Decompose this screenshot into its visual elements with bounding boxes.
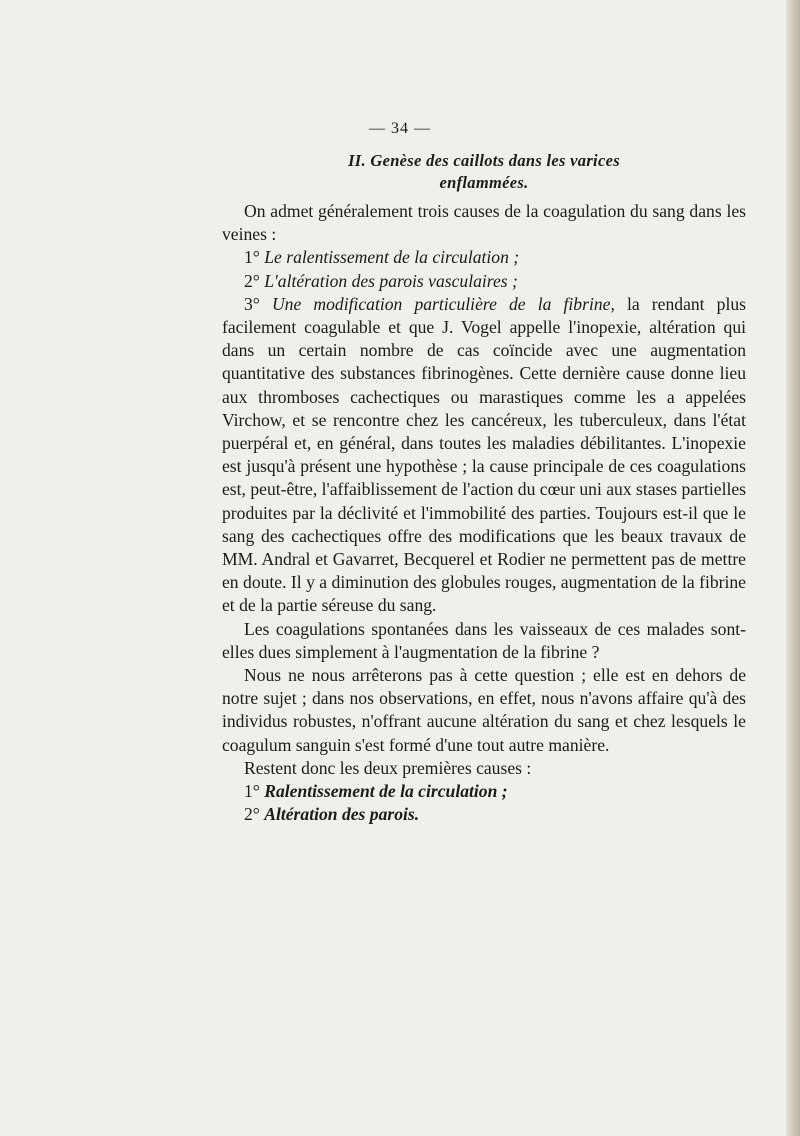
section-heading xyxy=(222,150,746,194)
heading-line-1: II. Genèse des caillots dans les varices xyxy=(348,151,620,170)
remaining-cause-2 xyxy=(222,803,746,826)
cause-2-text: L'altération des parois vasculaires ; xyxy=(264,270,518,291)
paragraph-observations: Nous ne nous arrêterons pas à cette question ; elle est en dehors de notre sujet ; dans nos observations, en effet, nous n'avons affaire qu'à des individus robustes, n'offrant aucune altération du sang et chez lesquels le coagulum sanguin s'est formé d'une tout autre manière. xyxy=(222,665,746,755)
page-edge-shadow xyxy=(786,0,800,1136)
cause-3-italic-text: Une modification particulière de la fibrine, xyxy=(271,293,615,314)
cause-2 xyxy=(222,270,746,293)
remaining-cause-2-number: 2° xyxy=(244,804,265,825)
paragraph-remaining-causes: Restent donc les deux premières causes : xyxy=(244,757,532,778)
paragraph-coagulations: Les coagulations spontanées dans les vaisseaux de ces malades sont-elles dues simplement à l'augmentation de la fibrine ? xyxy=(222,618,746,662)
heading-line-2: enflammées. xyxy=(439,173,529,192)
remaining-cause-1-text: Ralentissement de la circulation ; xyxy=(264,781,508,802)
cause-1-number: 1° xyxy=(244,247,265,268)
cause-3-number: 3° xyxy=(244,293,272,314)
page-number: — 34 — xyxy=(369,120,431,137)
remaining-cause-1 xyxy=(222,780,746,803)
intro-paragraph: On admet généralement trois causes de la coagulation du sang dans les veines : xyxy=(222,201,746,245)
cause-3 xyxy=(222,293,746,618)
text-block xyxy=(222,150,746,826)
cause-3-text: la rendant plus facilement coagulable et que J. Vogel appelle l'inopexie, altération qui dans un certain nombre de cas coïncide avec une augmentation quantitative des substances fibrinogènes. Cette dernière cause donne lieu aux thromboses cachectiques ou marastiques comme les a appelées Virchow, et se rencontre chez les cancéreux, les tuberculeux, dans l'état puerpéral et, en général, dans toutes les maladies débilitantes. L'inopexie est jusqu'à présent une hypothèse ; la cause principale de ces coagulations est, peut-être, l'affaiblissement de l'action du cœur uni aux stases partielles produites par la déclivité et l'immobilité des parties. Toujours est-il que le sang des cachectiques offre des modifications que les beaux travaux de MM. Andral et Gavarret, Becquerel et Rodier ne permettent pas de mettre en doute. Il y a diminution des globules rouges, augmentation de la fibrine et de la partie séreuse du sang. xyxy=(222,293,747,616)
cause-2-number: 2° xyxy=(244,270,265,291)
remaining-cause-1-number: 1° xyxy=(244,781,265,802)
cause-1 xyxy=(222,246,746,269)
remaining-cause-2-text: Altération des parois. xyxy=(264,804,420,825)
cause-1-text: Le ralentissement de la circulation ; xyxy=(264,247,520,268)
